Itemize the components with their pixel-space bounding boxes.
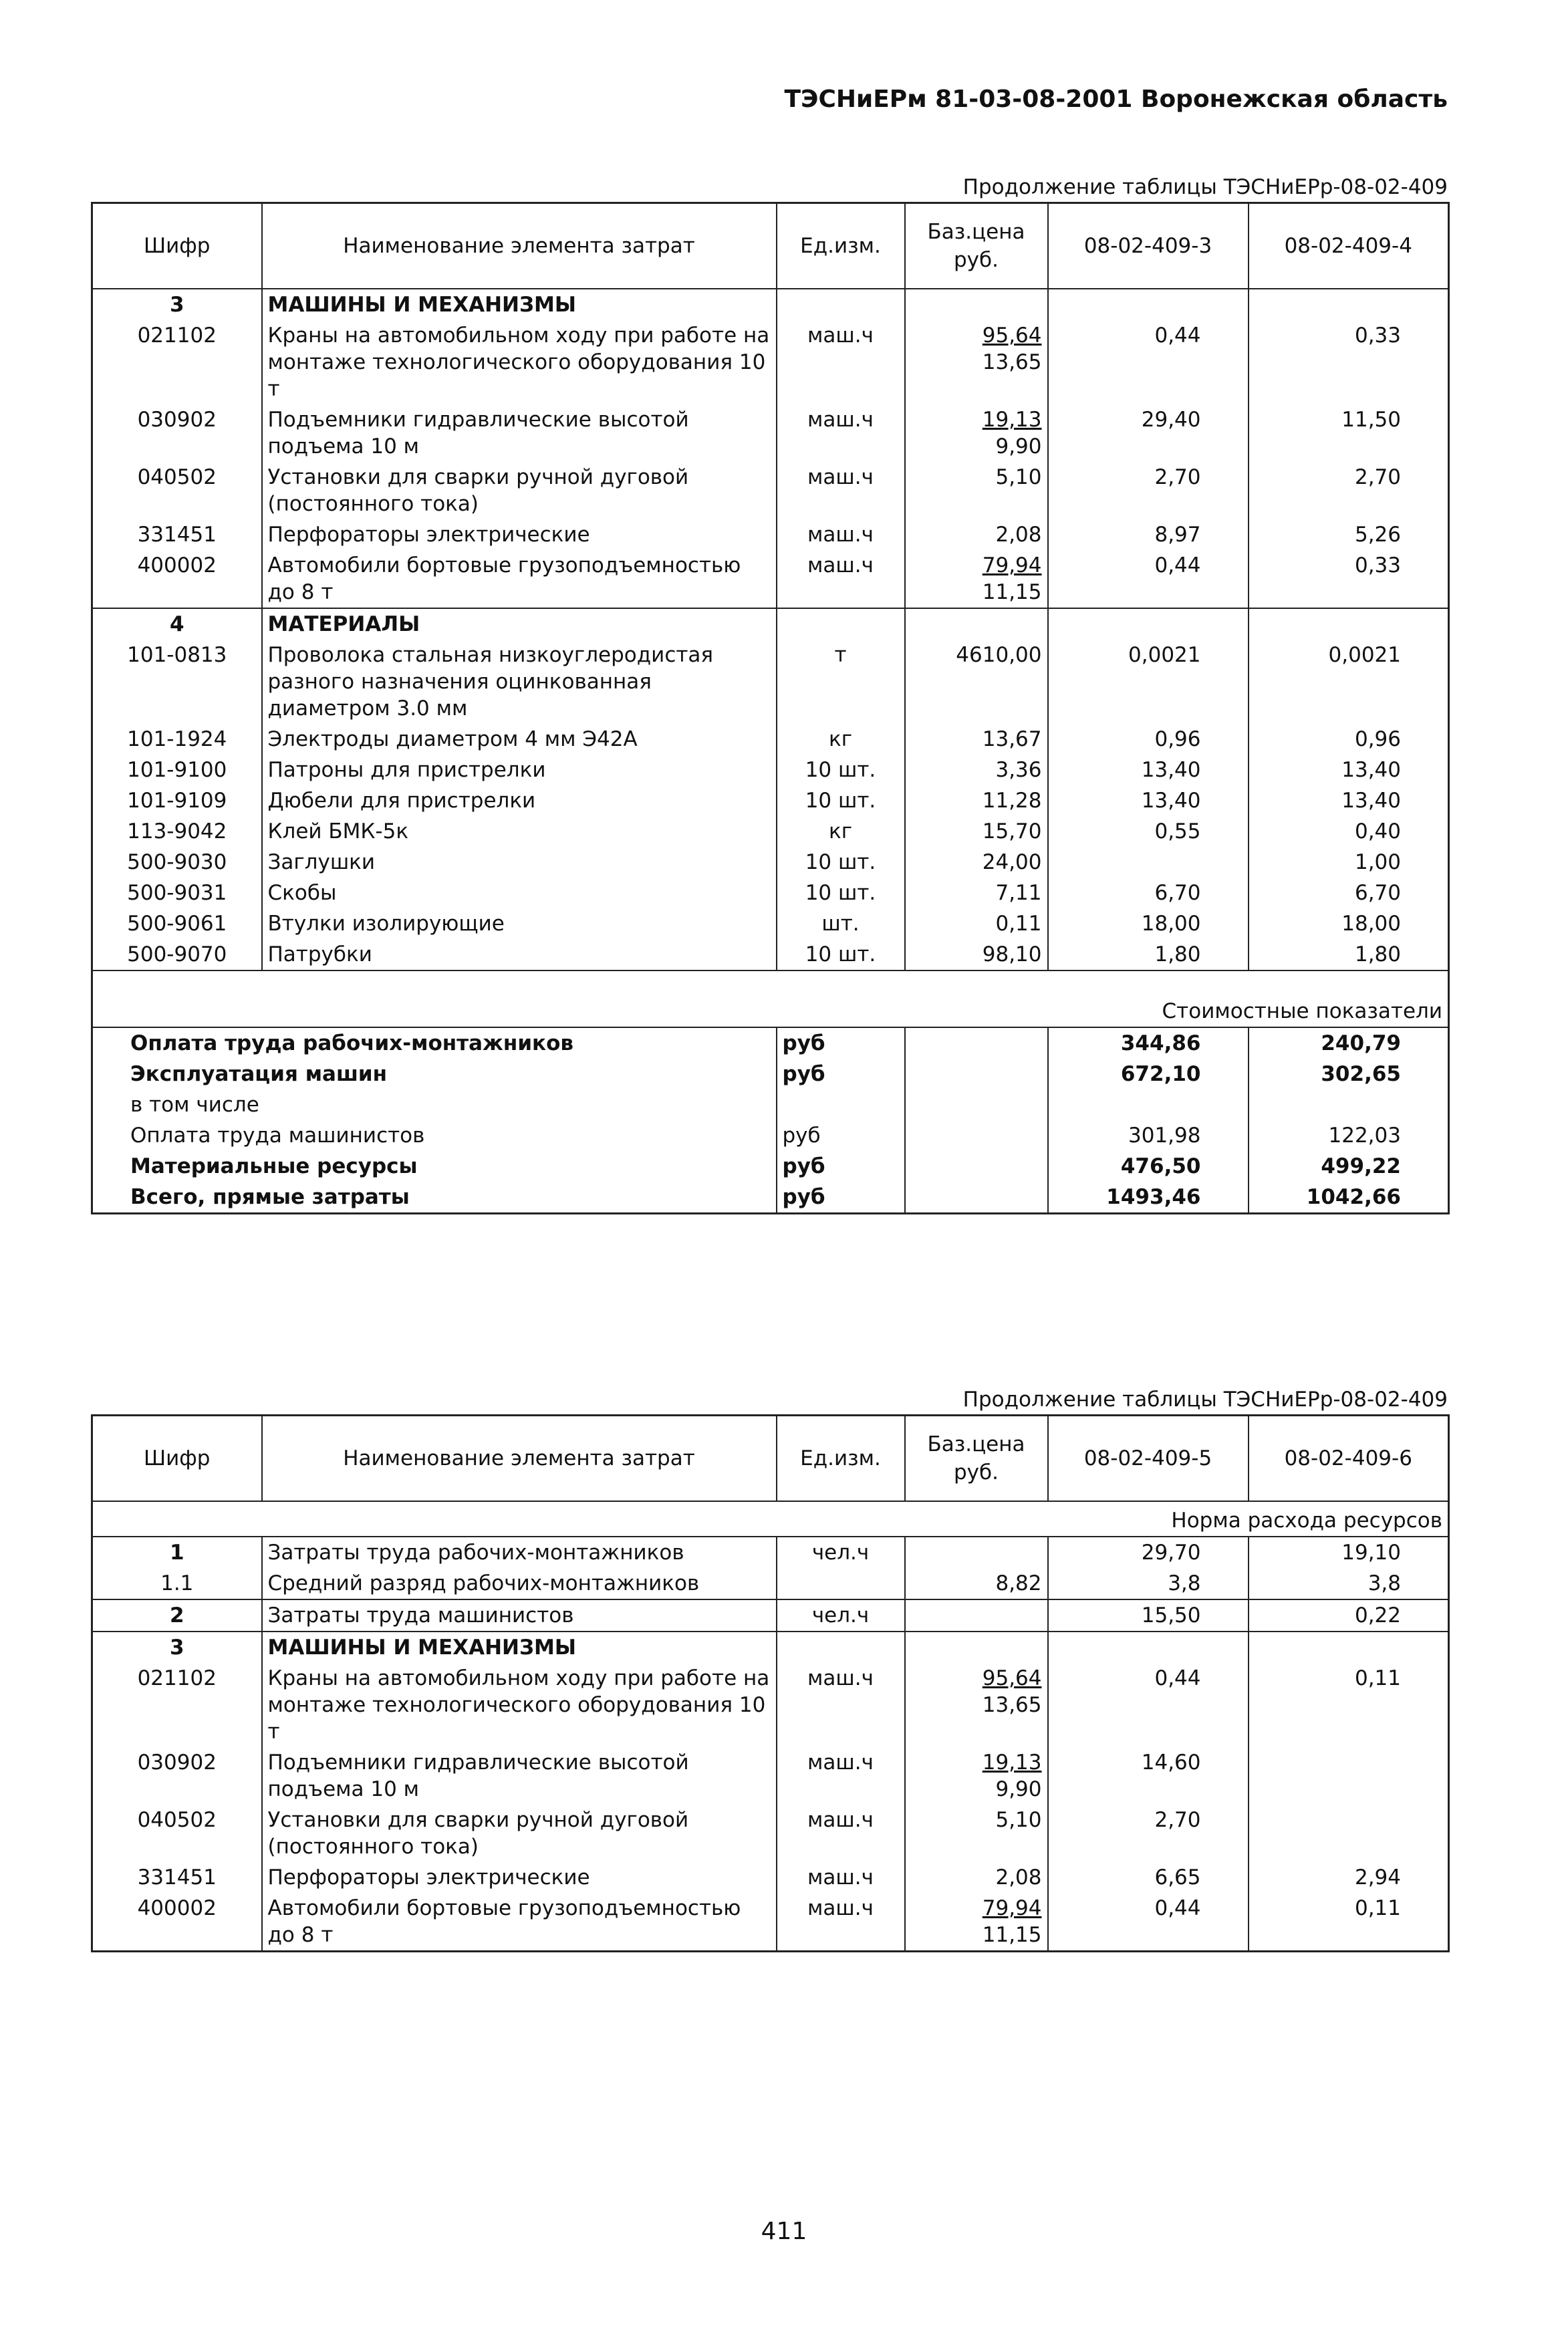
- empty-cell: [1249, 608, 1449, 640]
- table-row: [92, 1805, 1449, 1862]
- wage-price: 9,90: [995, 434, 1042, 459]
- price-cell: [905, 640, 1048, 724]
- name-cell: Краны на автомобильном ходу при работе на монтаже технологического оборудования 10 т: [262, 1663, 777, 1747]
- unit-cell: маш.ч: [777, 320, 905, 404]
- value-a-cell: 0,44: [1048, 1663, 1249, 1747]
- code-cell: 331451: [92, 519, 262, 550]
- table-row: [92, 755, 1449, 785]
- name-cell: Патроны для пристрелки: [262, 755, 777, 785]
- value-b-cell: 18,00: [1249, 908, 1449, 939]
- value-a-cell: 29,70: [1048, 1537, 1249, 1568]
- value-a-cell: 2,70: [1048, 462, 1249, 519]
- name-cell: Автомобили бортовые грузоподъемностью до 8 т: [262, 1893, 777, 1952]
- total-a: [1048, 1089, 1249, 1120]
- code-cell: 101-1924: [92, 724, 262, 755]
- base-price: 7,11: [995, 881, 1042, 905]
- table-row: [92, 878, 1449, 908]
- resource-table-1: [91, 202, 1450, 1214]
- price-cell: [905, 908, 1048, 939]
- resource-table-2: [91, 1414, 1450, 1952]
- name-cell: Перфораторы электрические: [262, 519, 777, 550]
- price-cell: [905, 404, 1048, 462]
- section-code: 4: [92, 608, 262, 640]
- value-a-cell: 14,60: [1048, 1747, 1249, 1805]
- value-a-cell: 0,0021: [1048, 640, 1249, 724]
- value-b-cell: 0,11: [1249, 1663, 1449, 1747]
- total-name: Оплата труда рабочих-монтажников: [92, 1027, 777, 1059]
- total-row: [92, 1059, 1449, 1089]
- price-cell: [905, 1862, 1048, 1893]
- value-b-cell: 1,00: [1249, 847, 1449, 878]
- table-row: [92, 908, 1449, 939]
- total-a: 672,10: [1048, 1059, 1249, 1089]
- section-row: [92, 1632, 1449, 1663]
- table-row: [92, 640, 1449, 724]
- name-cell: Дюбели для пристрелки: [262, 785, 777, 816]
- value-a-cell: 13,40: [1048, 755, 1249, 785]
- unit-cell: маш.ч: [777, 1862, 905, 1893]
- base-price: 5,10: [995, 1808, 1042, 1832]
- value-a-cell: [1048, 847, 1249, 878]
- price-cell: [905, 320, 1048, 404]
- base-price: 2,08: [995, 523, 1042, 547]
- unit-cell: [777, 1568, 905, 1599]
- price-cell: [905, 847, 1048, 878]
- empty-cell: [905, 1182, 1048, 1214]
- wage-price: 13,65: [982, 1693, 1042, 1717]
- name-cell: Автомобили бортовые грузоподъемностью до 8 т: [262, 550, 777, 608]
- value-b-cell: 11,50: [1249, 404, 1449, 462]
- value-a-cell: 6,70: [1048, 878, 1249, 908]
- wage-price: 11,15: [982, 1923, 1042, 1947]
- total-b: 1042,66: [1249, 1182, 1449, 1214]
- empty-cell: [905, 1089, 1048, 1120]
- table-row: [92, 320, 1449, 404]
- header-unit: Ед.изм.: [777, 203, 905, 289]
- empty-cell: [777, 608, 905, 640]
- total-name: Материальные ресурсы: [92, 1151, 777, 1182]
- total-unit: руб: [777, 1120, 905, 1151]
- value-b-cell: 0,33: [1249, 550, 1449, 608]
- name-cell: Втулки изолирующие: [262, 908, 777, 939]
- value-a-cell: 0,96: [1048, 724, 1249, 755]
- code-cell: 500-9031: [92, 878, 262, 908]
- code-cell: 040502: [92, 1805, 262, 1862]
- unit-cell: кг: [777, 816, 905, 847]
- code-cell: 101-0813: [92, 640, 262, 724]
- code-cell: 021102: [92, 1663, 262, 1747]
- table-row: [92, 1747, 1449, 1805]
- name-cell: Установки для сварки ручной дуговой (постоянного тока): [262, 462, 777, 519]
- code-cell: 500-9070: [92, 939, 262, 970]
- unit-cell: шт.: [777, 908, 905, 939]
- unit-cell: маш.ч: [777, 404, 905, 462]
- wage-price: 13,65: [982, 350, 1042, 374]
- total-row: [92, 1027, 1449, 1059]
- value-b-cell: 2,70: [1249, 462, 1449, 519]
- table-row: [92, 816, 1449, 847]
- value-a-cell: 0,44: [1048, 1893, 1249, 1952]
- price-cell: [905, 550, 1048, 608]
- empty-cell: [777, 289, 905, 320]
- value-b-cell: 0,96: [1249, 724, 1449, 755]
- price-cell: [905, 755, 1048, 785]
- unit-cell: чел.ч: [777, 1599, 905, 1632]
- table-row: [92, 550, 1449, 608]
- header-code: Шифр: [92, 1416, 262, 1502]
- value-b-cell: 6,70: [1249, 878, 1449, 908]
- base-price: 98,10: [982, 942, 1042, 966]
- unit-cell: маш.ч: [777, 1805, 905, 1862]
- code-cell: 1: [92, 1537, 262, 1568]
- table-row: [92, 1663, 1449, 1747]
- table-row: [92, 1862, 1449, 1893]
- section-title: МАШИНЫ И МЕХАНИЗМЫ: [262, 289, 777, 320]
- code-cell: 101-9109: [92, 785, 262, 816]
- name-cell: Клей БМК-5к: [262, 816, 777, 847]
- value-a-cell: 29,40: [1048, 404, 1249, 462]
- labor-row: [92, 1568, 1449, 1599]
- total-a: 344,86: [1048, 1027, 1249, 1059]
- header-col-a: 08-02-409-3: [1048, 203, 1249, 289]
- value-a-cell: 13,40: [1048, 785, 1249, 816]
- base-price: 3,36: [995, 758, 1042, 782]
- value-b-cell: 2,94: [1249, 1862, 1449, 1893]
- empty-cell: [1048, 289, 1249, 320]
- value-a-cell: 1,80: [1048, 939, 1249, 970]
- base-price: 24,00: [982, 850, 1042, 874]
- name-cell: Затраты труда машинистов: [262, 1599, 777, 1632]
- unit-cell: кг: [777, 724, 905, 755]
- table-row: [92, 519, 1449, 550]
- table-row: [92, 847, 1449, 878]
- base-price: 19,13: [982, 408, 1042, 432]
- value-a-cell: 6,65: [1048, 1862, 1249, 1893]
- unit-cell: маш.ч: [777, 1747, 905, 1805]
- value-a-cell: 0,44: [1048, 550, 1249, 608]
- unit-cell: 10 шт.: [777, 878, 905, 908]
- table-row: [92, 724, 1449, 755]
- price-cell: [905, 1537, 1048, 1568]
- name-cell: Средний разряд рабочих-монтажников: [262, 1568, 777, 1599]
- value-b-cell: 3,8: [1249, 1568, 1449, 1599]
- value-b-cell: 0,11: [1249, 1893, 1449, 1952]
- header-col-b: 08-02-409-4: [1249, 203, 1449, 289]
- wage-price: 11,15: [982, 580, 1042, 604]
- value-b-cell: 13,40: [1249, 785, 1449, 816]
- base-price: 2,08: [995, 1865, 1042, 1890]
- total-name: Эксплуатация машин: [92, 1059, 777, 1089]
- section-code: 3: [92, 1632, 262, 1663]
- name-cell: Заглушки: [262, 847, 777, 878]
- value-b-cell: 19,10: [1249, 1537, 1449, 1568]
- price-cell: [905, 1663, 1048, 1747]
- value-a-cell: 0,55: [1048, 816, 1249, 847]
- unit-cell: маш.ч: [777, 462, 905, 519]
- name-cell: Проволока стальная низкоуглеродистая разного назначения оцинкованная диаметром 3.0 мм: [262, 640, 777, 724]
- unit-cell: 10 шт.: [777, 785, 905, 816]
- section-row: [92, 289, 1449, 320]
- name-cell: Перфораторы электрические: [262, 1862, 777, 1893]
- price-cell: [905, 1893, 1048, 1952]
- unit-cell: т: [777, 640, 905, 724]
- total-row: [92, 1089, 1449, 1120]
- empty-cell: [905, 1059, 1048, 1089]
- total-row: [92, 1182, 1449, 1214]
- name-cell: Краны на автомобильном ходу при работе на монтаже технологического оборудования 10 т: [262, 320, 777, 404]
- code-cell: 030902: [92, 1747, 262, 1805]
- unit-cell: чел.ч: [777, 1537, 905, 1568]
- unit-cell: маш.ч: [777, 519, 905, 550]
- page-number: 411: [761, 2218, 807, 2245]
- empty-cell: [905, 1027, 1048, 1059]
- code-cell: 101-9100: [92, 755, 262, 785]
- code-cell: 1.1: [92, 1568, 262, 1599]
- empty-cell: [905, 289, 1048, 320]
- unit-cell: маш.ч: [777, 550, 905, 608]
- total-unit: руб: [777, 1151, 905, 1182]
- unit-cell: 10 шт.: [777, 847, 905, 878]
- table-row: [92, 404, 1449, 462]
- unit-cell: 10 шт.: [777, 755, 905, 785]
- price-cell: [905, 1747, 1048, 1805]
- total-name: Всего, прямые затраты: [92, 1182, 777, 1214]
- name-cell: Скобы: [262, 878, 777, 908]
- total-unit: руб: [777, 1027, 905, 1059]
- header-col-b: 08-02-409-6: [1249, 1416, 1449, 1502]
- price-cell: [905, 462, 1048, 519]
- section-code: 3: [92, 289, 262, 320]
- value-b-cell: 0,40: [1249, 816, 1449, 847]
- norm-header-row: [92, 1501, 1449, 1537]
- name-cell: Подъемники гидравлические высотой подъема 10 м: [262, 404, 777, 462]
- price-cell: [905, 816, 1048, 847]
- code-cell: 113-9042: [92, 816, 262, 847]
- header-price: Баз.цена руб.: [905, 1416, 1048, 1502]
- value-a-cell: 2,70: [1048, 1805, 1249, 1862]
- table-row: [92, 1893, 1449, 1952]
- total-a: 301,98: [1048, 1120, 1249, 1151]
- code-cell: 030902: [92, 404, 262, 462]
- price-cell: [905, 785, 1048, 816]
- total-name: в том числе: [92, 1089, 777, 1120]
- empty-cell: [905, 1151, 1048, 1182]
- table-row: [92, 785, 1449, 816]
- empty-cell: [1249, 289, 1449, 320]
- header-price: Баз.цена руб.: [905, 203, 1048, 289]
- total-unit: руб: [777, 1059, 905, 1089]
- price-cell: [905, 519, 1048, 550]
- total-unit: руб: [777, 1182, 905, 1214]
- header-unit: Ед.изм.: [777, 1416, 905, 1502]
- section-row: [92, 608, 1449, 640]
- value-b-cell: [1249, 1805, 1449, 1862]
- empty-cell: [905, 1120, 1048, 1151]
- code-cell: 500-9030: [92, 847, 262, 878]
- total-name: Оплата труда машинистов: [92, 1120, 777, 1151]
- total-b: 240,79: [1249, 1027, 1449, 1059]
- price-cell: [905, 1599, 1048, 1632]
- base-price: 15,70: [982, 819, 1042, 843]
- total-b: [1249, 1089, 1449, 1120]
- value-a-cell: 3,8: [1048, 1568, 1249, 1599]
- value-a-cell: 0,44: [1048, 320, 1249, 404]
- unit-cell: маш.ч: [777, 1663, 905, 1747]
- total-a: 476,50: [1048, 1151, 1249, 1182]
- base-price: 95,64: [982, 323, 1042, 348]
- price-cell: [905, 724, 1048, 755]
- code-cell: 040502: [92, 462, 262, 519]
- total-row: [92, 1120, 1449, 1151]
- cost-header: Стоимостные показатели: [92, 970, 1449, 1027]
- header-name: Наименование элемента затрат: [262, 1416, 777, 1502]
- table-row: [92, 462, 1449, 519]
- empty-cell: [777, 1632, 905, 1663]
- code-cell: 331451: [92, 1862, 262, 1893]
- page-header: ТЭСНиЕРм 81-03-08-2001 Воронежская область: [784, 86, 1448, 113]
- code-cell: 500-9061: [92, 908, 262, 939]
- price-cell: [905, 1805, 1048, 1862]
- base-price: 95,64: [982, 1666, 1042, 1690]
- empty-cell: [905, 608, 1048, 640]
- norm-header: Норма расхода ресурсов: [92, 1501, 1449, 1537]
- value-a-cell: 18,00: [1048, 908, 1249, 939]
- base-price: 5,10: [995, 465, 1042, 489]
- base-price: 0,11: [995, 912, 1042, 936]
- base-price: 19,13: [982, 1750, 1042, 1775]
- section-title: МАТЕРИАЛЫ: [262, 608, 777, 640]
- name-cell: Установки для сварки ручной дуговой (постоянного тока): [262, 1805, 777, 1862]
- price-cell: [905, 878, 1048, 908]
- empty-cell: [905, 1632, 1048, 1663]
- value-b-cell: [1249, 1747, 1449, 1805]
- value-b-cell: 0,22: [1249, 1599, 1449, 1632]
- empty-cell: [1048, 608, 1249, 640]
- base-price: 11,28: [982, 789, 1042, 813]
- labor-row: [92, 1537, 1449, 1568]
- total-b: 302,65: [1249, 1059, 1449, 1089]
- header-name: Наименование элемента затрат: [262, 203, 777, 289]
- base-price: 4610,00: [956, 643, 1042, 667]
- unit-cell: 10 шт.: [777, 939, 905, 970]
- total-row: [92, 1151, 1449, 1182]
- total-unit: [777, 1089, 905, 1120]
- unit-cell: маш.ч: [777, 1893, 905, 1952]
- price-cell: [905, 939, 1048, 970]
- section-title: МАШИНЫ И МЕХАНИЗМЫ: [262, 1632, 777, 1663]
- name-cell: Патрубки: [262, 939, 777, 970]
- code-cell: 2: [92, 1599, 262, 1632]
- total-a: 1493,46: [1048, 1182, 1249, 1214]
- table-row: [92, 939, 1449, 970]
- value-a-cell: 15,50: [1048, 1599, 1249, 1632]
- table1-continuation: Продолжение таблицы ТЭСНиЕРр-08-02-409: [962, 175, 1448, 199]
- header-code: Шифр: [92, 203, 262, 289]
- value-b-cell: 5,26: [1249, 519, 1449, 550]
- name-cell: Подъемники гидравлические высотой подъема 10 м: [262, 1747, 777, 1805]
- empty-cell: [1249, 1632, 1449, 1663]
- table2-continuation: Продолжение таблицы ТЭСНиЕРр-08-02-409: [962, 1388, 1448, 1412]
- header-col-a: 08-02-409-5: [1048, 1416, 1249, 1502]
- name-cell: Затраты труда рабочих-монтажников: [262, 1537, 777, 1568]
- base-price: 79,94: [982, 553, 1042, 577]
- code-cell: 400002: [92, 550, 262, 608]
- price-cell: 8,82: [905, 1568, 1048, 1599]
- value-b-cell: 0,0021: [1249, 640, 1449, 724]
- value-a-cell: 8,97: [1048, 519, 1249, 550]
- labor-row: [92, 1599, 1449, 1632]
- total-b: 499,22: [1249, 1151, 1449, 1182]
- code-cell: 021102: [92, 320, 262, 404]
- name-cell: Электроды диаметром 4 мм Э42А: [262, 724, 777, 755]
- value-b-cell: 1,80: [1249, 939, 1449, 970]
- value-b-cell: 0,33: [1249, 320, 1449, 404]
- empty-cell: [1048, 1632, 1249, 1663]
- cost-header-row: [92, 970, 1449, 1027]
- base-price: 13,67: [982, 727, 1042, 751]
- total-b: 122,03: [1249, 1120, 1449, 1151]
- wage-price: 9,90: [995, 1777, 1042, 1801]
- value-b-cell: 13,40: [1249, 755, 1449, 785]
- code-cell: 400002: [92, 1893, 262, 1952]
- base-price: 79,94: [982, 1896, 1042, 1920]
